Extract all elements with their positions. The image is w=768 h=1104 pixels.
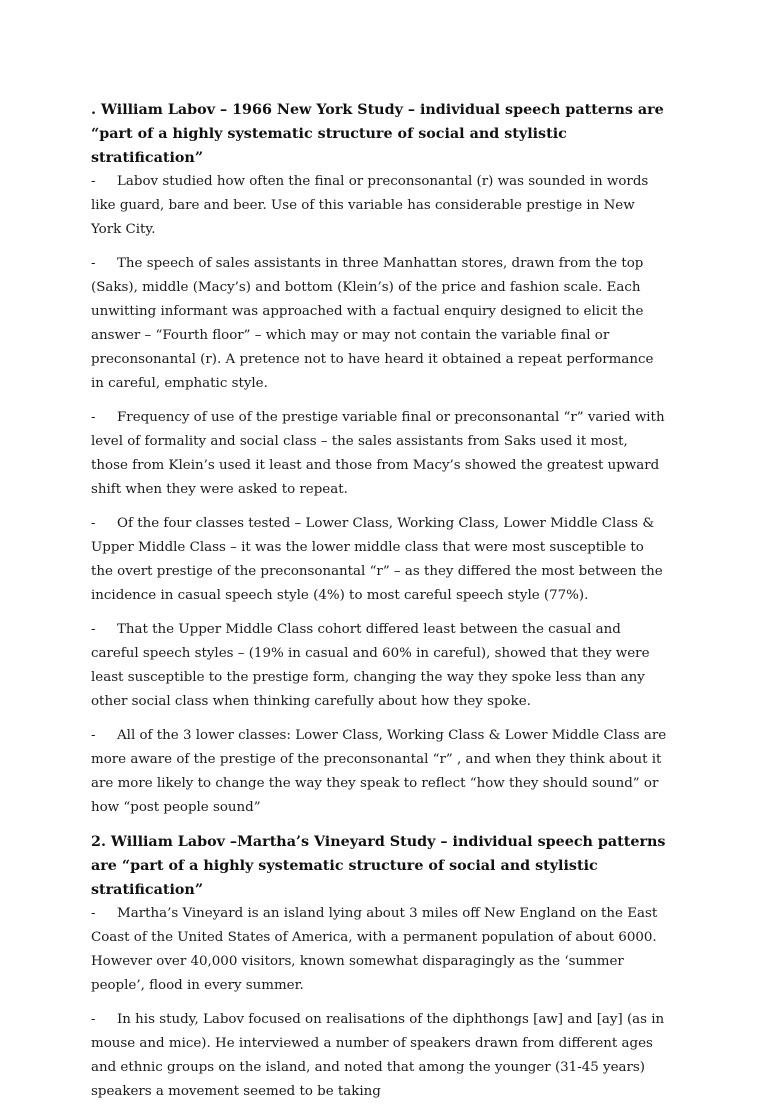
- section1-bullet-2: - The speech of sales assistants in three Manhattan stores, drawn from the top (Saks), middle (Macy’s) and bottom (Klein’s) of the price and fashion scale. Each unwitting informant was approached with a factual enquiry designed to elicit the answer – “Fourth floor” – which may or may not contain the variable final or preconsonantal (r). A pretence not to have heard it obtained a repeat performance in careful, emphatic style.: [91, 252, 668, 396]
- bullet-dash: -: [91, 256, 96, 271]
- section1-bullet-5: - That the Upper Middle Class cohort differed least between the casual and careful speech styles – (19% in casual and 60% in careful), showed that they were least susceptible to the prestige form, changing the way they spoke less than any other social class when thinking carefully about how they spoke.: [91, 618, 668, 714]
- bullet-dash: -: [91, 728, 96, 743]
- section1-bullet-3: - Frequency of use of the prestige variable final or preconsonantal “r” varied with level of formality and social class – the sales assistants from Saks used it most, those from Klein’s used it least and those from Macy’s showed the greatest upward shift when they were asked to repeat.: [91, 406, 668, 502]
- bullet-dash: -: [91, 516, 96, 531]
- section1-bullet-4: - Of the four classes tested – Lower Class, Working Class, Lower Middle Class & Upper Middle Class – it was the lower middle class that were most susceptible to the overt prestige of the preconsonantal “r” – as they differed the most between the incidence in casual speech style (4%) to most careful speech style (77%).: [91, 512, 668, 608]
- section1-bullet-6: - All of the 3 lower classes: Lower Class, Working Class & Lower Middle Class are more aware of the prestige of the preconsonantal “r” , and when they think about it are more likely to change the way they speak to reflect “how they should sound” or how “post people sound”: [91, 724, 668, 820]
- bullet-dash: -: [91, 174, 96, 189]
- bullet-dash: -: [91, 622, 96, 637]
- section1-bullet-1: - Labov studied how often the final or preconsonantal (r) was sounded in words like guard, bare and beer. Use of this variable has considerable prestige in New York City.: [91, 170, 668, 242]
- bullet-dash: -: [91, 906, 96, 921]
- bullet-dash: -: [91, 410, 96, 425]
- section2-bullet-1: - Martha’s Vineyard is an island lying about 3 miles off New England on the East Coast of the United States of America, with a permanent population of about 6000. However over 40,000 visitors, known somewhat disparagingly as the ‘summer people’, flood in every summer.: [91, 902, 668, 998]
- bullet-dash: -: [91, 1012, 96, 1027]
- section1-heading: . William Labov – 1966 New York Study – individual speech patterns are “part of a highly systematic structure of social and stylistic stratification”: [91, 102, 664, 166]
- section2-bullet-2: - In his study, Labov focused on realisations of the diphthongs [aw] and [ay] (as in mouse and mice). He interviewed a number of speakers drawn from different ages and ethnic groups on the island, and noted that among the younger (31-45 years) speakers a movement seemed to be taking: [91, 1008, 668, 1104]
- section2-heading: 2. William Labov –Martha’s Vineyard Study – individual speech patterns are “part of a highly systematic structure of social and stylistic stratification”: [91, 834, 666, 898]
